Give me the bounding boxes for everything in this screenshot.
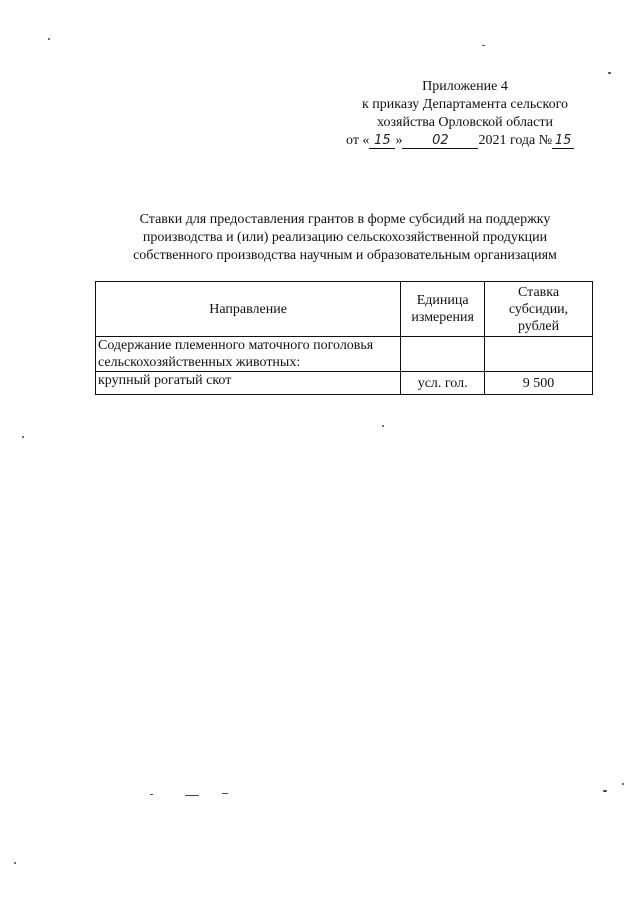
scan-speck <box>382 425 384 427</box>
table-row <box>96 337 593 372</box>
appendix-order-ref: к приказу Департамента сельского <box>361 97 569 112</box>
scan-speck <box>608 72 611 74</box>
header-unit: Единица измерения <box>401 282 485 337</box>
date-suffix: 2021 года № <box>478 133 553 148</box>
cell-direction: крупный рогатый скот <box>96 372 401 395</box>
appendix-header <box>330 78 600 150</box>
cell-rate: 9 500 <box>485 372 593 395</box>
cell-rate <box>485 337 593 372</box>
header-direction: Направление <box>96 282 401 337</box>
scan-speck <box>603 790 607 792</box>
cell-unit: усл. гол. <box>401 372 485 395</box>
cell-direction: Содержание племенного маточного поголовья сельскохозяйственных животных: <box>96 337 401 372</box>
scan-speck <box>150 794 153 795</box>
document-title <box>100 211 590 265</box>
scan-speck <box>222 793 228 794</box>
title-line-3: собственного производства научным и образовательным организациям <box>133 248 557 263</box>
scan-speck <box>622 783 624 785</box>
date-day-handwritten: 15 <box>369 133 395 149</box>
title-line-2: производства и (или) реализацию сельскохозяйственной продукции <box>142 230 548 245</box>
scan-speck <box>185 795 199 796</box>
header-rate: Ставка субсидии, рублей <box>485 282 593 337</box>
table-row <box>96 372 593 395</box>
cell-unit <box>401 337 485 372</box>
scan-speck <box>48 38 50 40</box>
table-header-row <box>96 282 593 337</box>
scan-speck <box>482 45 485 46</box>
title-line-1: Ставки для предоставления грантов в форме субсидий на поддержку <box>139 212 551 227</box>
scan-speck <box>22 436 24 438</box>
appendix-title: Приложение 4 <box>422 79 508 94</box>
date-mid: » <box>395 133 403 148</box>
appendix-department: хозяйства Орловской области <box>377 115 553 130</box>
date-prefix: от « <box>346 133 370 148</box>
date-month-handwritten: 02 <box>402 133 478 149</box>
scan-speck <box>14 862 16 864</box>
rates-table <box>95 281 593 395</box>
appendix-date-line <box>330 132 600 150</box>
order-number-handwritten: 15 <box>552 133 574 149</box>
